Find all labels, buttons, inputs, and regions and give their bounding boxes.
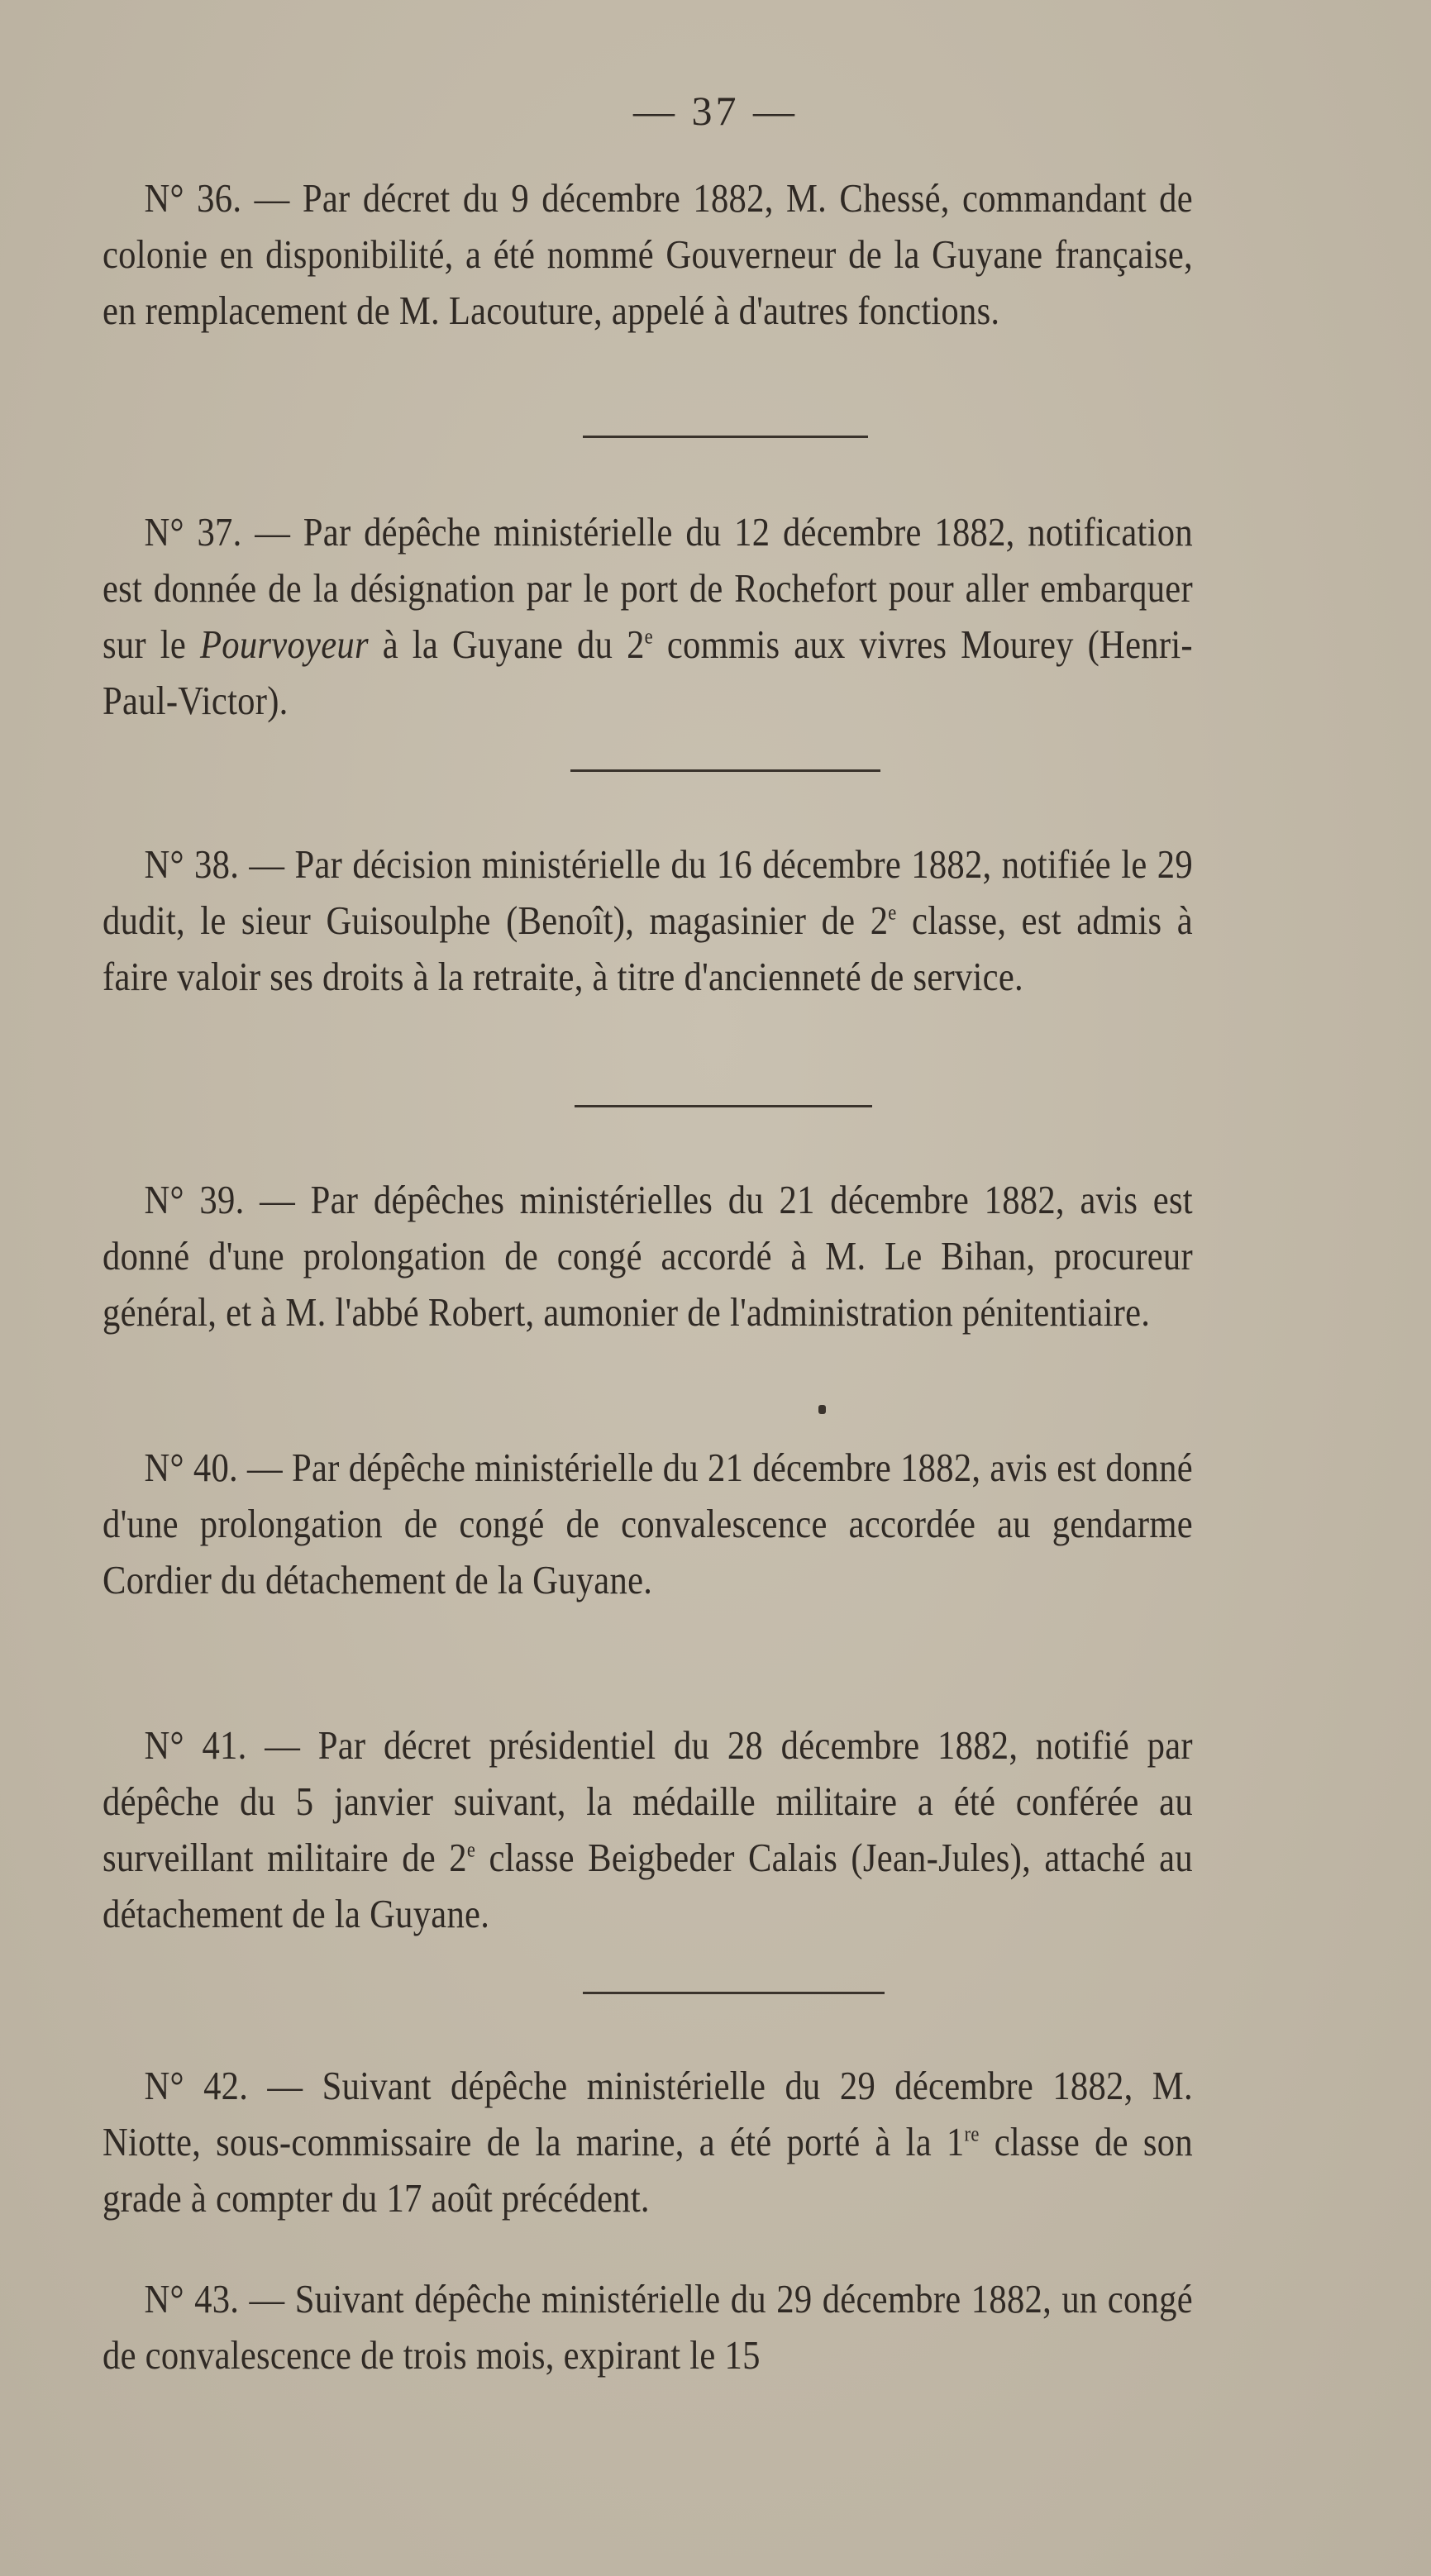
entry-40 [103,1440,1193,1608]
entry-text: Par dépêche ministérielle du 12 décembre 1882, notification est donnée de la désignation par le port de Rochefort pour aller embarquer sur le [103,509,1193,667]
entry-number: N° 39. [144,1177,245,1222]
separator-rule [583,1992,885,1994]
entry-text: à la Guyane du 2 [382,621,645,667]
entry-43 [103,2271,1193,2383]
entry-42 [103,2058,1193,2226]
entry-number: N° 36. [144,175,242,221]
entry-text: Par décret présidentiel du 28 décembre 1882, notifié par dépêche du 5 janvier suivant, la médaille militaire a été conférée au surveillant militaire de 2 [103,1722,1193,1880]
entry-36 [103,170,1193,339]
entry-number: N° 40. [144,1445,238,1490]
entry-number: N° 42. [144,2063,249,2108]
separator-rule [570,769,880,772]
entry-39 [103,1172,1193,1340]
separator-rule [575,1105,872,1107]
entry-dash: — [255,509,291,555]
entry-text: classe Beigbeder Calais (Jean-Jules), attaché au détachement de la Guyane. [103,1835,1193,1936]
entry-38 [103,836,1193,1005]
entry-text: Par décision ministérielle du 16 décembre 1882, notifiée le 29 dudit, le sieur Guisoulphe (Benoît), magasinier de 2 [103,841,1193,943]
entry-dash: — [249,841,285,887]
entry-dash: — [254,175,290,221]
entry-text: Par décret du 9 décembre 1882, M. Chessé, commandant de colonie en disponibilité, a été nommé Gouverneur de la Guyane française, en remplacement de M. Lacouture, appelé à d'autres fonctions. [103,175,1193,333]
entry-text: classe, est admis à faire valoir ses droits à la retraite, à titre d'ancienneté de service. [103,898,1193,999]
entry-number: N° 41. [144,1722,247,1768]
ink-dot [818,1405,826,1414]
ordinal-superscript: e [644,624,653,649]
entry-dash: — [247,1445,283,1490]
ordinal-superscript: e [888,900,897,925]
entry-text: commis aux vivres Mourey (Henri-Paul-Victor). [103,621,1193,723]
entry-dash: — [267,2063,303,2108]
page-number: — 37 — [633,88,798,134]
ship-name: Pourvoyeur [199,621,369,667]
entry-text: Par dépêche ministérielle du 21 décembre 1882, avis est donné d'une prolongation de congé de convalescence accordée au gendarme Cordier du détachement de la Guyane. [103,1445,1193,1602]
entry-text: Suivant dépêche ministérielle du 29 décembre 1882, un congé de convalescence de trois mois, expirant le 15 [103,2276,1193,2378]
entry-number: N° 37. [144,509,242,555]
ordinal-superscript: e [466,1837,476,1862]
separator-rule [583,436,868,438]
entry-text: Par dépêches ministérielles du 21 décembre 1882, avis est donné d'une prolongation de congé accordé à M. Le Bihan, procureur général, et à M. l'abbé Robert, aumonier de l'administration pénitentiaire. [103,1177,1193,1335]
entry-37 [103,504,1193,729]
entry-dash: — [260,1177,296,1222]
entry-text: classe de son grade à compter du 17 août précédent. [103,2119,1193,2221]
entry-41 [103,1717,1193,1942]
entry-number: N° 38. [144,841,240,887]
ordinal-superscript: re [964,2121,980,2146]
entry-number: N° 43. [144,2276,240,2321]
entry-dash: — [265,1722,301,1768]
entry-text: Suivant dépêche ministérielle du 29 décembre 1882, M. Niotte, sous-commissaire de la marine, a été porté à la 1 [103,2063,1193,2164]
entry-dash: — [249,2276,285,2321]
